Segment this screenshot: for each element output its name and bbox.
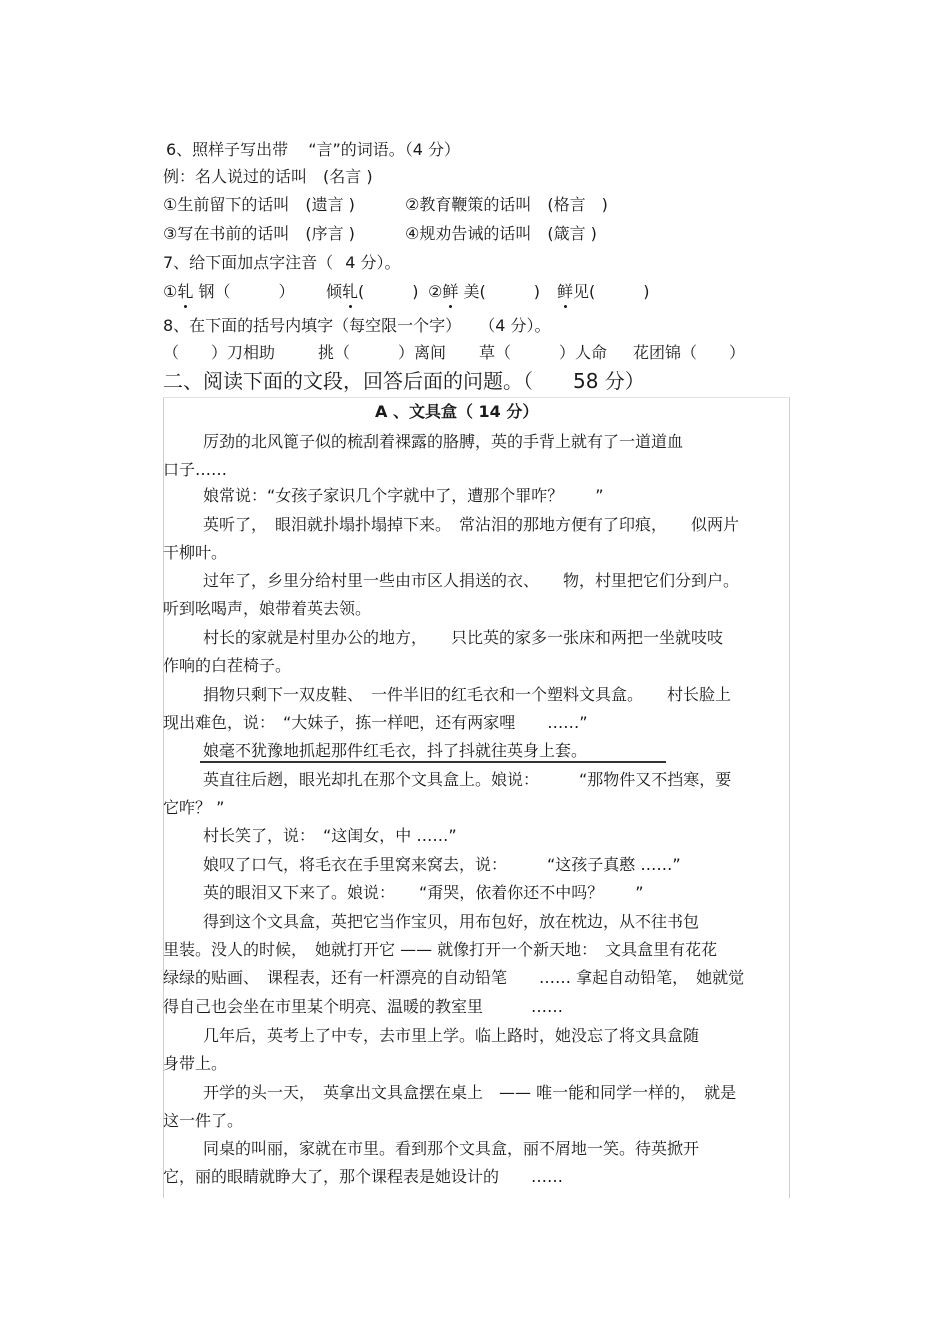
- passage-line: 得自己也会坐在市里某个明亮、温暖的教室里 ……: [163, 997, 564, 1016]
- passage-line: 身带上。: [163, 1054, 228, 1073]
- passage-line: 作响的白茬椅子。: [163, 656, 292, 675]
- q7-title: [163, 253, 400, 273]
- passage-line: 干柳叶。: [163, 543, 228, 562]
- q8-blank-4: 花团锦（ ）: [633, 343, 746, 362]
- passage-line: 它咋？ ”: [163, 798, 225, 817]
- passage-line: 这一件了。: [163, 1111, 244, 1130]
- q7-item-4: [557, 282, 650, 302]
- q8-title: [163, 316, 550, 336]
- passage-line: 同桌的叫丽，家就在市里。看到那个文具盒，丽不屑地一笑。待英掀开: [203, 1139, 700, 1158]
- q6-item-4: ④规劝告诫的话叫 (箴言 ): [405, 224, 597, 243]
- passage-line: 几年后，英考上了中专，去市里上学。临上路时，她没忘了将文具盒随: [203, 1026, 700, 1045]
- q8-title-a: 8、在下面的括号内填字（每空限一个字）: [163, 316, 462, 335]
- q8-blank-3: 草（ ）人命: [479, 343, 608, 362]
- passage-line: 绿绿的贴画、 课程表，还有一杆漂亮的自动铅笔 …… 拿起自动铅笔， 她就觉: [163, 968, 745, 987]
- q8-title-b: （4 分）。: [487, 316, 551, 335]
- q7-item-1: [163, 282, 294, 302]
- passage-line: 娘叹了口气，将毛衣在手里窝来窝去，说： “这孩子真憨 ……”: [203, 855, 681, 874]
- q6-title-b: “言”的词语。（4 分）: [308, 140, 461, 159]
- passage-heading: A 、文具盒（ 14 分）: [375, 402, 539, 421]
- q6-item-1: ①生前留下的话叫 (遗言 ): [163, 195, 355, 214]
- passage-line: 得到这个文具盒，英把它当作宝贝，用布包好，放在枕边，从不往书包: [203, 912, 700, 931]
- q7-item-2-dotted-char: 轧: [342, 282, 359, 301]
- q7-title-b: 4 分）。: [345, 253, 401, 272]
- q7-item-2-rest: ( ): [358, 282, 419, 301]
- passage-line: 村长笑了，说： “这闺女，中 ……”: [203, 826, 457, 845]
- q6-example: 例：名人说过的话叫 (名言 ): [163, 167, 373, 186]
- q7-item-3-num: ②: [428, 282, 443, 301]
- q7-item-1-rest: 钢（ ）: [193, 282, 295, 301]
- q8-blank-1: （ ）刀相助: [163, 343, 276, 362]
- q7-item-3-rest: 美( ): [458, 282, 540, 301]
- q7-item-4-rest: 见( ): [573, 282, 650, 301]
- q6-title: [166, 140, 460, 160]
- passage-line: 英听了， 眼泪就扑塌扑塌掉下来。 常沾泪的那地方便有了印痕， 似两片: [203, 515, 740, 534]
- q7-title-a: 7、给下面加点字注音（: [163, 253, 334, 272]
- q6-title-a: 6、照样子写出带: [166, 140, 289, 159]
- q7-item-2-pre: 倾: [326, 282, 343, 301]
- passage-line: 口子……: [163, 460, 228, 479]
- passage-line: 英直往后趔，眼光却扎在那个文具盒上。娘说： “那物件又不挡寒，要: [203, 770, 732, 789]
- passage-line: 娘常说：“女孩子家识几个字就中了，遭那个罪咋？ ”: [203, 486, 604, 505]
- q7-item-4-dotted-char: 鲜: [557, 282, 574, 301]
- passage-line: 现出难色，说： “大妹子，拣一样吧，还有两家哩 ……”: [163, 713, 588, 732]
- underlined-passage-line: 娘毫不犹豫地抓起那件红毛衣，抖了抖就往英身上套。: [203, 741, 588, 760]
- passage-line: 捐物只剩下一双皮鞋、 一件半旧的红毛衣和一个塑料文具盒。 村长脸上: [203, 685, 732, 704]
- underline: [200, 761, 666, 763]
- q7-item-2: [326, 282, 419, 302]
- passage-line: 英的眼泪又下来了。娘说： “甭哭，依着你还不中吗？ ”: [203, 883, 644, 902]
- passage-line: 它，丽的眼睛就睁大了，那个课程表是她设计的 ……: [163, 1167, 564, 1186]
- passage-line: 听到吆喝声，娘带着英去领。: [163, 599, 372, 618]
- section-2-heading: 二、阅读下面的文段，回答后面的问题。（ 58 分）: [163, 369, 645, 393]
- passage-line: 开学的头一天， 英拿出文具盒摆在桌上 —— 唯一能和同学一样的， 就是: [203, 1083, 737, 1102]
- passage-line: 过年了，乡里分给村里一些由市区人捐送的衣、 物，村里把它们分到户。: [203, 571, 740, 590]
- q6-item-2: ②教育鞭策的话叫 (格言 ): [405, 195, 608, 214]
- passage-line: 村长的家就是村里办公的地方， 只比英的家多一张床和两把一坐就吱吱: [203, 628, 724, 647]
- passage-line: 里装。没人的时候， 她就打开它 —— 就像打开一个新天地： 文具盒里有花花: [163, 940, 718, 959]
- q7-item-1-dotted-char: 轧: [177, 282, 194, 301]
- q7-item-3-dotted-char: 鲜: [442, 282, 459, 301]
- q6-item-3: ③写在书前的话叫 (序言 ): [163, 224, 355, 243]
- q7-item-1-num: ①: [163, 282, 178, 301]
- q7-item-3: [428, 282, 540, 302]
- q8-blank-2: 挑（ ）离间: [318, 343, 447, 362]
- passage-line: 厉劲的北风篦子似的梳刮着裸露的胳膊，英的手背上就有了一道道血: [203, 432, 684, 451]
